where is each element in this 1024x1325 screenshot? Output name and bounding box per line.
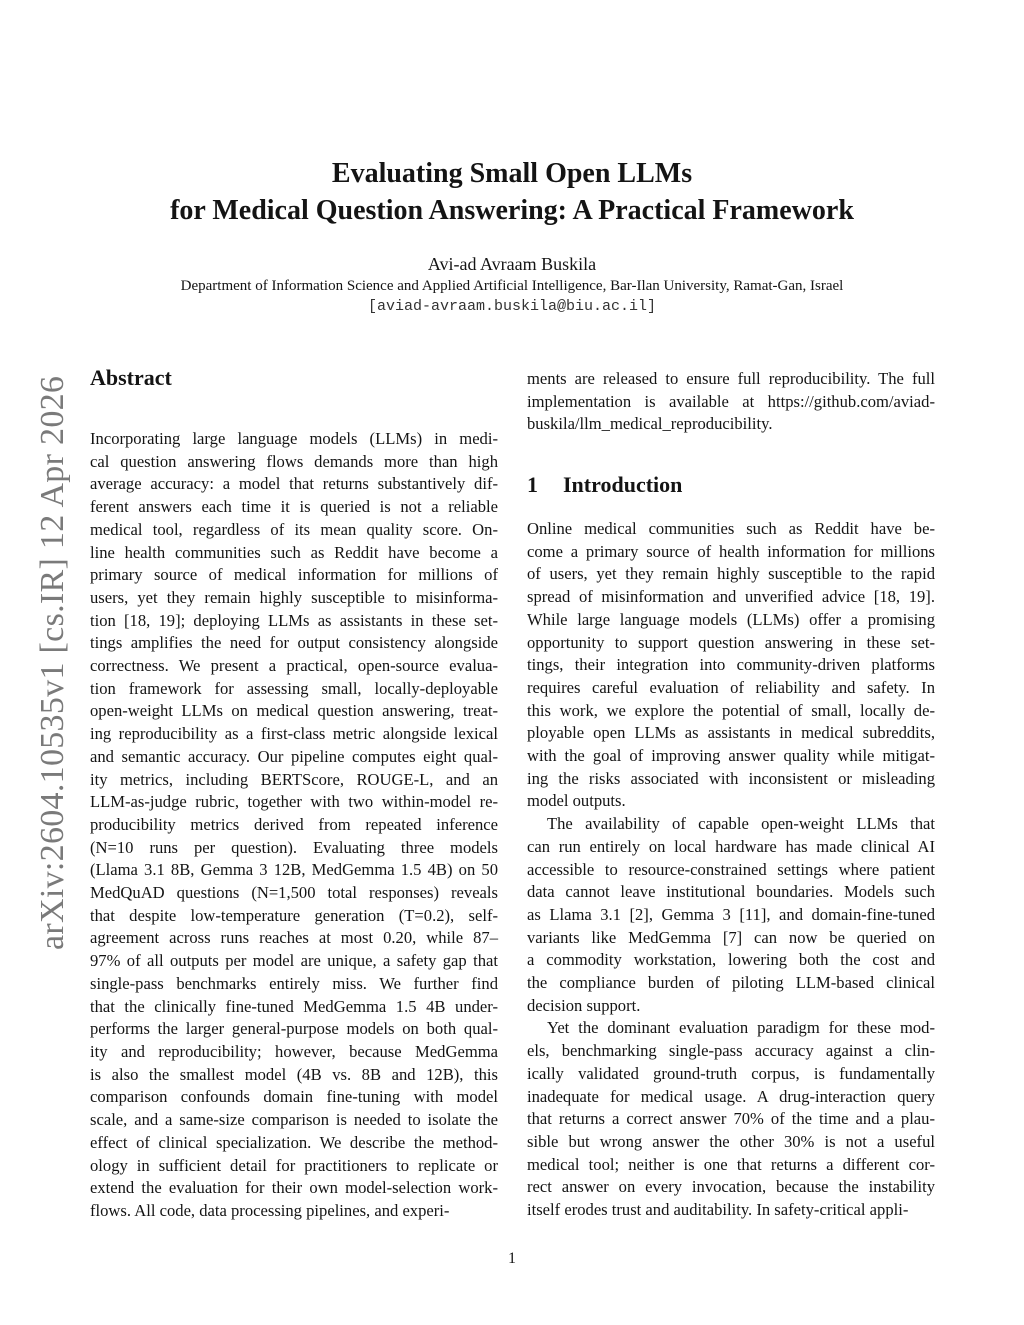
text-line: rect answer on every invocation, because the instability — [527, 1177, 935, 1197]
text-line: (N=10 runs per question). Evaluating three models — [90, 837, 498, 857]
text-line: decision support. — [527, 995, 641, 1015]
text-line: the compliance burden of piloting LLM-based clinical — [527, 973, 935, 993]
text-line: Incorporating large language models (LLMs) in medi- — [90, 429, 498, 448]
text-line: comparison confounds domain fine-tuning with model — [90, 1087, 498, 1107]
text-line: and semantic accuracy. Our pipeline computes eight qual- — [90, 746, 498, 766]
text-line: extend the evaluation for their own model-selection work- — [90, 1178, 498, 1198]
text-line: ing the risks associated with inconsistent or misleading — [527, 768, 935, 788]
text-line: Yet the dominant evaluation paradigm for these mod- — [547, 1018, 935, 1038]
paper-title — [60, 155, 964, 229]
text-line: medical tool; neither is one that returns a different cor- — [527, 1154, 935, 1174]
text-line: accessible to resource-constrained settings where patient — [527, 859, 935, 879]
text-line: The availability of capable open-weight LLMs that — [547, 814, 935, 834]
text-line: (Llama 3.1 8B, Gemma 3 12B, MedGemma 1.5 4B) on 50 — [90, 860, 498, 880]
text-line: flows. All code, data processing pipelines, and experi- — [90, 1200, 450, 1220]
text-line: While large language models (LLMs) offer a promising — [527, 609, 935, 629]
introduction-heading — [527, 472, 682, 498]
text-line: is also the smallest model (4B vs. 8B and 12B), this — [90, 1064, 498, 1084]
text-line: MedQuAD questions (N=1,500 total responses) reveals — [90, 883, 498, 903]
text-line: ity metrics, including BERTScore, ROUGE-L, and an — [90, 769, 498, 789]
author-affiliation: Department of Information Science and Applied Artificial Intelligence, Bar-Ilan University, Ramat-Gan, Israel — [180, 278, 844, 294]
text-line: requires careful evaluation of reliability and safety. In — [527, 677, 935, 697]
text-line: buskila/llm_medical_reproducibility. — [527, 414, 773, 434]
text-line: producibility metrics derived from repeated inference — [90, 814, 498, 834]
text-line: primary source of medical information for millions of — [90, 565, 498, 585]
text-line: cal question answering flows demands more than high — [90, 451, 498, 471]
text-line: ity and reproducibility; however, because MedGemma — [90, 1041, 498, 1061]
text-line: with the goal of improving answer quality while mitigat- — [527, 746, 935, 766]
page-number: 1 — [508, 1250, 516, 1267]
introduction-body — [527, 518, 935, 1222]
text-line: LLM-as-judge rubric, together with two within-model re- — [90, 792, 498, 812]
text-line: a commodity workstation, lowering both the cost and — [527, 950, 935, 970]
text-line: agreement across runs reaches at most 0.20, while 87– — [90, 928, 498, 948]
text-line: tings amplifies the need for output consistency alongside — [90, 633, 498, 653]
text-line: itself erodes trust and auditability. In safety-critical appli- — [527, 1200, 909, 1220]
text-line: ferent answers each time it is queried is not a reliable — [90, 497, 498, 517]
text-line: that returns a correct answer 70% of the time and a plau- — [527, 1109, 935, 1129]
arxiv-stamp: arXiv:2604.10535v1 [cs.IR] 12 Apr 2026 — [34, 375, 71, 950]
text-line: tion [18, 19]; deploying LLMs as assistants in these set- — [90, 610, 498, 630]
text-line: line health communities such as Reddit have become a — [90, 542, 498, 562]
text-line: ically validated ground-truth corpus, is fundamentally — [527, 1063, 935, 1083]
text-line: els, benchmarking single-pass accuracy against a clin- — [527, 1041, 935, 1061]
text-line: inadequate for medical usage. A drug-interaction query — [527, 1086, 935, 1106]
text-line: medical tool, regardless of its mean quality score. On- — [90, 519, 498, 539]
text-line: model outputs. — [527, 791, 626, 811]
title-line-2: for Medical Question Answering: A Practical Framework — [170, 195, 854, 226]
text-line: ployable open LLMs as assistants in medical subreddits, — [527, 723, 935, 743]
text-line: tion framework for assessing small, locally-deployable — [90, 678, 498, 698]
text-line: come a primary source of health information for millions — [527, 541, 935, 561]
title-line-1: Evaluating Small Open LLMs — [331, 158, 693, 189]
text-line: implementation is available at https://github.com/aviad- — [527, 391, 935, 411]
text-line: of users, yet they remain highly susceptible to the rapid — [527, 564, 935, 584]
text-line: can run entirely on local hardware has made clinical AI — [527, 836, 935, 856]
text-line: tings, their integration into community-driven platforms — [527, 655, 935, 675]
author-email[interactable]: [aviad-avraam.buskila@biu.ac.il] — [367, 298, 657, 315]
text-line: users, yet they remain highly susceptible to misinforma- — [90, 587, 498, 607]
text-line: sible but wrong answer the other 30% is not a useful — [527, 1131, 935, 1151]
text-line: single-pass benchmarks entirely miss. We further find — [90, 973, 498, 993]
text-line: data cannot leave institutional boundaries. Models such — [527, 882, 935, 902]
abstract-heading: Abstract — [90, 365, 172, 390]
text-line: opportunity to support question answering in these set- — [527, 632, 935, 652]
author-name: Avi-ad Avraam Buskila — [427, 254, 597, 274]
text-line: ments are released to ensure full reproducibility. The full — [527, 369, 935, 388]
abstract-continuation — [527, 368, 935, 436]
text-line: performs the larger general-purpose models on both qual- — [90, 1019, 498, 1039]
text-line: scale, and a same-size comparison is needed to isolate the — [90, 1110, 498, 1130]
text-line: as Llama 3.1 [2], Gemma 3 [11], and domain-fine-tuned — [527, 904, 935, 924]
text-line: 97% of all outputs per model are unique, a safety gap that — [90, 951, 498, 971]
text-line: Online medical communities such as Reddit have be- — [527, 519, 935, 538]
text-line: that despite low-temperature generation (T=0.2), self- — [90, 905, 498, 925]
text-line: ing reproducibility as a first-class metric alongside lexical — [90, 724, 498, 744]
text-line: this work, we explore the potential of small, locally de- — [527, 700, 935, 720]
text-line: average accuracy: a model that returns substantively dif- — [90, 474, 498, 494]
text-line: that the clinically fine-tuned MedGemma 1.5 4B under- — [90, 996, 498, 1016]
text-line: effect of clinical specialization. We describe the method- — [90, 1132, 498, 1152]
section-title: Introduction — [563, 472, 683, 497]
text-line: correctness. We present a practical, open-source evalua- — [90, 656, 498, 676]
section-number: 1 — [527, 472, 538, 497]
text-line: open-weight LLMs on medical question answering, treat- — [90, 701, 498, 721]
abstract-body — [90, 428, 498, 1223]
text-line: ology in sufficient detail for practitioners to replicate or — [90, 1155, 498, 1175]
text-line: variants like MedGemma [7] can now be queried on — [527, 927, 935, 947]
text-line: spread of misinformation and unverified advice [18, 19]. — [527, 587, 935, 607]
